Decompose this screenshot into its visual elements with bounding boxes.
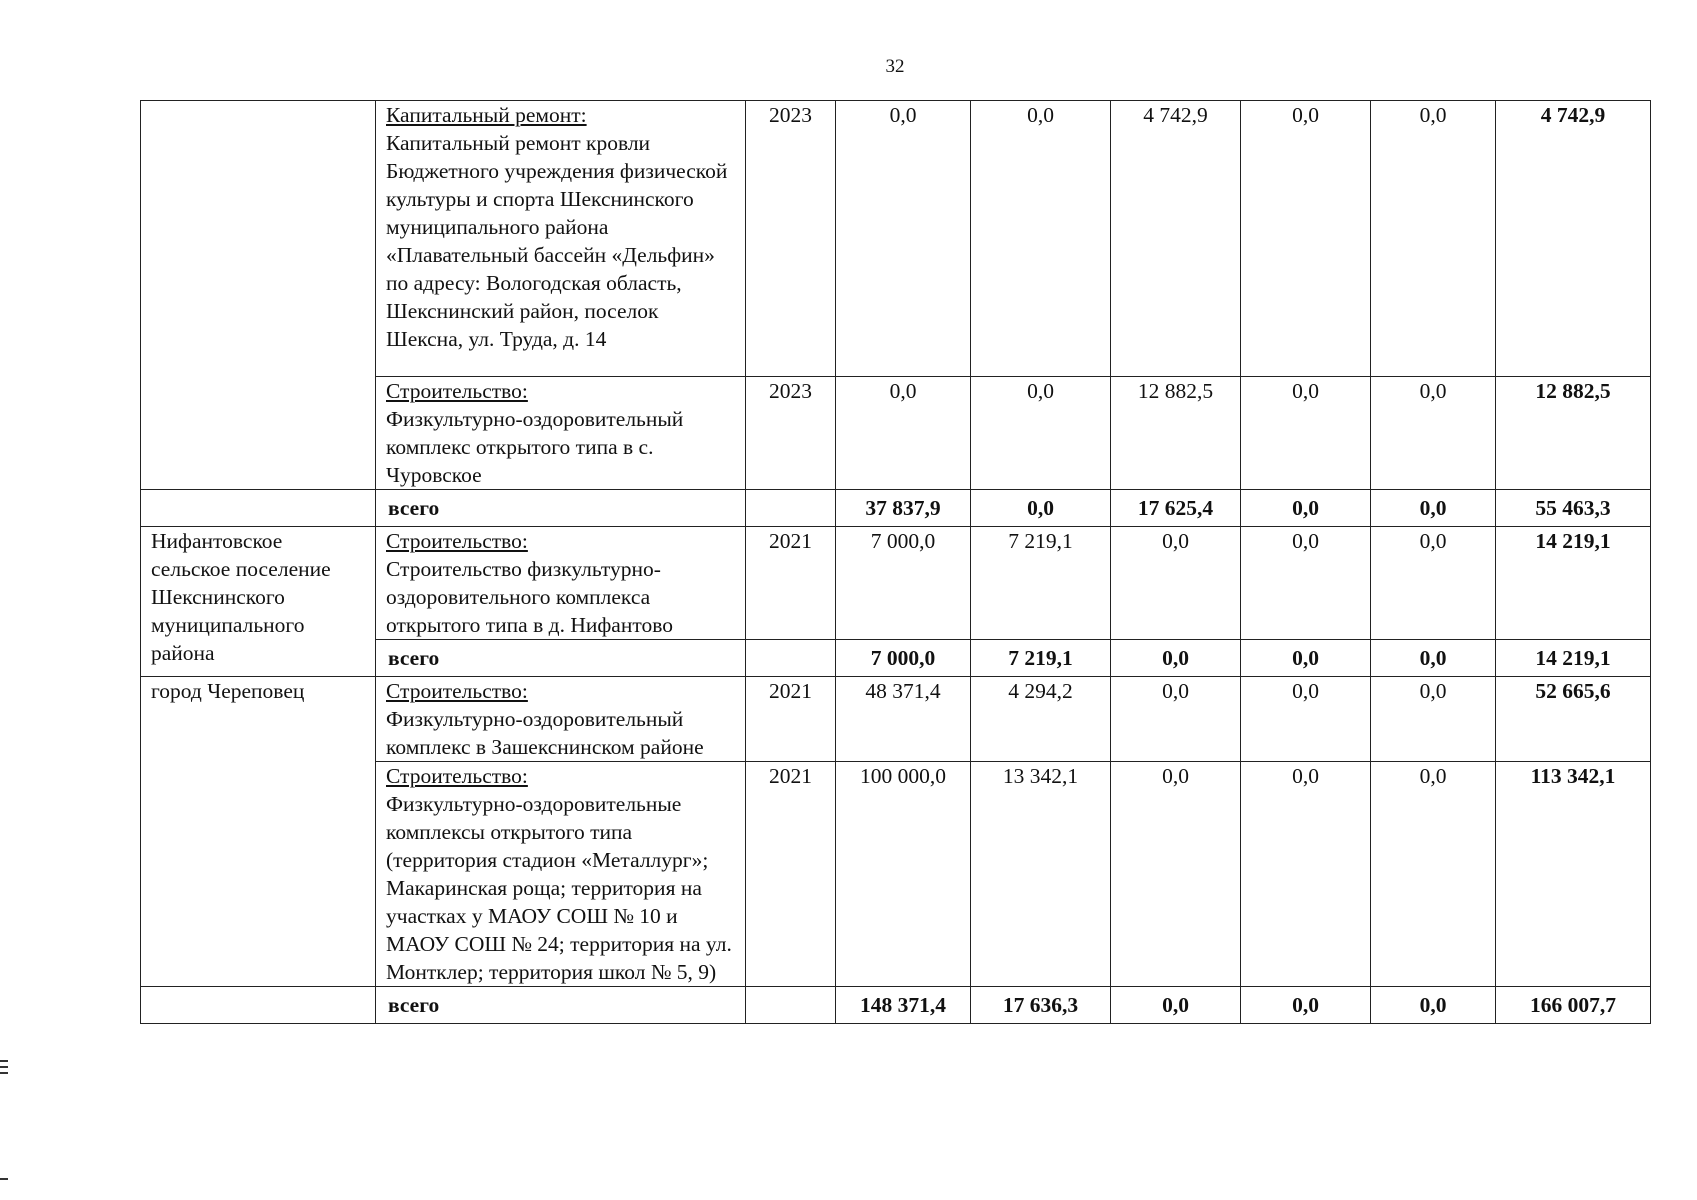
description-cell xyxy=(376,101,746,377)
value-cell: 0,0 xyxy=(1241,677,1371,762)
subtotal-label: всего xyxy=(376,490,746,527)
value-cell: 17 636,3 xyxy=(971,987,1111,1024)
description-cell xyxy=(376,377,746,490)
value-cell: 0,0 xyxy=(1241,377,1371,490)
value-cell: 0,0 xyxy=(1241,490,1371,527)
value-cell: 0,0 xyxy=(836,377,971,490)
scan-artifact xyxy=(0,1178,8,1180)
value-cell: 0,0 xyxy=(1371,377,1496,490)
total-cell: 12 882,5 xyxy=(1496,377,1651,490)
table-row xyxy=(141,377,1651,490)
value-cell: 48 371,4 xyxy=(836,677,971,762)
value-cell: 4 742,9 xyxy=(1111,101,1241,377)
description-text: Физкультурно-оздоровительный комплекс открытого типа в с. Чуровское xyxy=(386,407,684,487)
year-cell xyxy=(746,987,836,1024)
municipality-cell xyxy=(141,490,376,527)
value-cell: 0,0 xyxy=(1371,527,1496,640)
year-cell xyxy=(746,640,836,677)
total-cell: 166 007,7 xyxy=(1496,987,1651,1024)
subtotal-label: всего xyxy=(376,987,746,1024)
work-type: Строительство: xyxy=(386,529,528,553)
total-cell: 55 463,3 xyxy=(1496,490,1651,527)
subtotal-label: всего xyxy=(376,640,746,677)
total-cell: 4 742,9 xyxy=(1496,101,1651,377)
value-cell: 0,0 xyxy=(1111,527,1241,640)
table-row xyxy=(141,677,1651,762)
description-cell xyxy=(376,762,746,987)
value-cell: 0,0 xyxy=(1371,677,1496,762)
value-cell: 0,0 xyxy=(1111,677,1241,762)
value-cell: 0,0 xyxy=(1111,987,1241,1024)
value-cell: 37 837,9 xyxy=(836,490,971,527)
description-text: Физкультурно-оздоровительные комплексы открытого типа (территория стадион «Металлург»; Макаринская роща; территория на участках у МАОУ СОШ № 10 и МАОУ СОШ № 24; территория на ул. Монтклер; территория школ № 5, 9) xyxy=(386,792,732,984)
value-cell: 7 000,0 xyxy=(836,640,971,677)
value-cell: 7 219,1 xyxy=(971,527,1111,640)
work-type: Строительство: xyxy=(386,764,528,788)
municipality-cell xyxy=(141,101,376,377)
value-cell: 0,0 xyxy=(971,490,1111,527)
municipality-cell: Нифантовское сельское поселение Шекснинского муниципального района xyxy=(141,527,376,677)
value-cell: 12 882,5 xyxy=(1111,377,1241,490)
value-cell: 0,0 xyxy=(1241,987,1371,1024)
description-text: Физкультурно-оздоровительный комплекс в Зашекснинском районе xyxy=(386,707,704,759)
description-cell xyxy=(376,677,746,762)
description-text: Строительство физкультурно-оздоровительного комплекса открытого типа в д. Нифантово xyxy=(386,557,673,637)
year-cell: 2023 xyxy=(746,377,836,490)
value-cell: 148 371,4 xyxy=(836,987,971,1024)
value-cell: 0,0 xyxy=(836,101,971,377)
value-cell: 0,0 xyxy=(1371,762,1496,987)
value-cell: 0,0 xyxy=(1111,762,1241,987)
municipality-cell xyxy=(141,987,376,1024)
year-cell: 2021 xyxy=(746,527,836,640)
work-type: Строительство: xyxy=(386,379,528,403)
value-cell: 17 625,4 xyxy=(1111,490,1241,527)
year-cell: 2021 xyxy=(746,762,836,987)
value-cell: 0,0 xyxy=(1241,527,1371,640)
value-cell: 0,0 xyxy=(1241,640,1371,677)
value-cell: 0,0 xyxy=(971,101,1111,377)
value-cell: 0,0 xyxy=(1241,101,1371,377)
year-cell xyxy=(746,490,836,527)
total-cell: 14 219,1 xyxy=(1496,640,1651,677)
page-number: 32 xyxy=(885,56,905,77)
municipality-cell: город Череповец xyxy=(141,677,376,987)
description-cell xyxy=(376,527,746,640)
municipality-cell xyxy=(141,377,376,490)
subtotal-row xyxy=(141,490,1651,527)
value-cell: 0,0 xyxy=(1371,101,1496,377)
value-cell: 7 219,1 xyxy=(971,640,1111,677)
total-cell: 113 342,1 xyxy=(1496,762,1651,987)
work-type: Строительство: xyxy=(386,679,528,703)
year-cell: 2023 xyxy=(746,101,836,377)
value-cell: 100 000,0 xyxy=(836,762,971,987)
total-cell: 14 219,1 xyxy=(1496,527,1651,640)
scan-artifact xyxy=(0,1060,8,1062)
value-cell: 7 000,0 xyxy=(836,527,971,640)
year-cell: 2021 xyxy=(746,677,836,762)
description-text: Капитальный ремонт кровли Бюджетного учреждения физической культуры и спорта Шекснинского муниципального района «Плавательный бассейн «Дельфин» по адресу: Вологодская область, Шекснинский район, поселок Шексна, ул. Труда, д. 14 xyxy=(386,131,728,351)
value-cell: 0,0 xyxy=(1111,640,1241,677)
value-cell: 0,0 xyxy=(1371,987,1496,1024)
work-type: Капитальный ремонт: xyxy=(386,103,587,127)
financing-table xyxy=(140,100,1651,1024)
table-row xyxy=(141,101,1651,377)
value-cell: 13 342,1 xyxy=(971,762,1111,987)
value-cell: 4 294,2 xyxy=(971,677,1111,762)
value-cell: 0,0 xyxy=(971,377,1111,490)
scan-artifact xyxy=(0,1066,8,1068)
subtotal-row xyxy=(141,987,1651,1024)
scan-artifact xyxy=(0,1072,8,1074)
value-cell: 0,0 xyxy=(1241,762,1371,987)
table-row xyxy=(141,527,1651,640)
value-cell: 0,0 xyxy=(1371,490,1496,527)
total-cell: 52 665,6 xyxy=(1496,677,1651,762)
value-cell: 0,0 xyxy=(1371,640,1496,677)
